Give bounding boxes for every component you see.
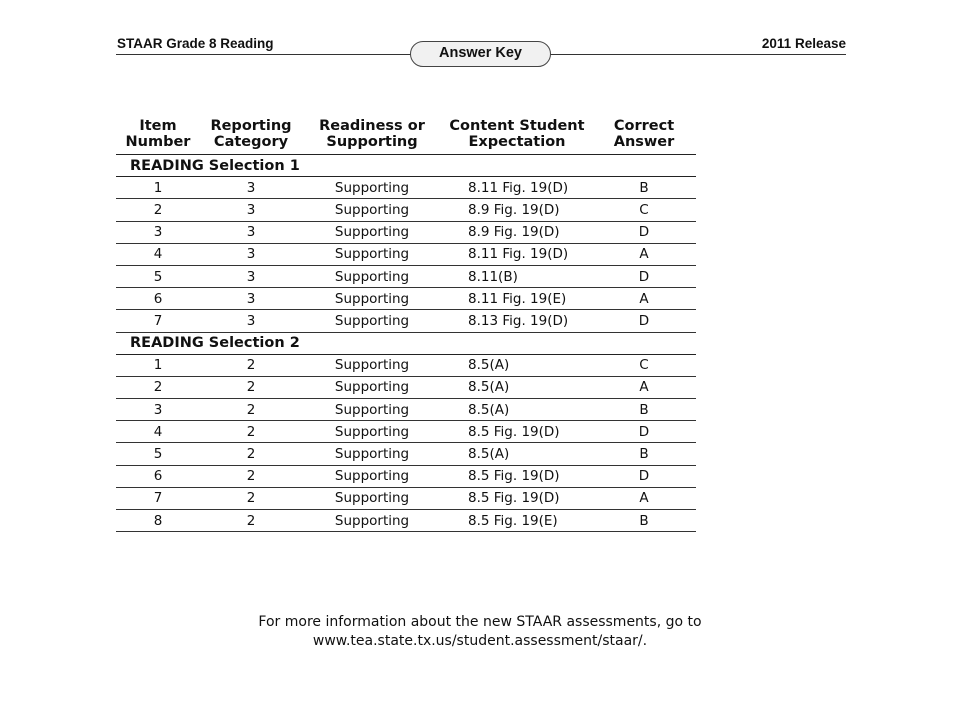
cell-content-expectation: 8.5 Fig. 19(D)	[442, 465, 592, 487]
cell-correct-answer: A	[592, 487, 696, 509]
cell-correct-answer: C	[592, 199, 696, 221]
cell-reporting-category: 3	[200, 288, 302, 310]
cell-item-number: 6	[116, 288, 200, 310]
release-label: 2011 Release	[761, 36, 846, 51]
cell-correct-answer: C	[592, 354, 696, 376]
cell-item-number: 8	[116, 510, 200, 532]
cell-correct-answer: B	[592, 443, 696, 465]
cell-correct-answer: D	[592, 221, 696, 243]
cell-readiness: Supporting	[302, 443, 442, 465]
cell-readiness: Supporting	[302, 487, 442, 509]
cell-item-number: 4	[116, 243, 200, 265]
cell-readiness: Supporting	[302, 265, 442, 287]
column-header-line: Correct	[613, 118, 675, 134]
cell-correct-answer: A	[592, 376, 696, 398]
cell-content-expectation: 8.11 Fig. 19(E)	[442, 288, 592, 310]
table-row	[116, 487, 696, 509]
cell-content-expectation: 8.5(A)	[442, 399, 592, 421]
cell-item-number: 4	[116, 421, 200, 443]
cell-correct-answer: D	[592, 465, 696, 487]
cell-reporting-category: 2	[200, 376, 302, 398]
cell-readiness: Supporting	[302, 310, 442, 332]
cell-content-expectation: 8.11(B)	[442, 265, 592, 287]
table-row	[116, 354, 696, 376]
cell-readiness: Supporting	[302, 221, 442, 243]
table-row	[116, 443, 696, 465]
cell-content-expectation: 8.11 Fig. 19(D)	[442, 177, 592, 199]
cell-readiness: Supporting	[302, 243, 442, 265]
cell-reporting-category: 3	[200, 199, 302, 221]
footer-note	[200, 613, 760, 651]
cell-reporting-category: 3	[200, 221, 302, 243]
cell-reporting-category: 3	[200, 243, 302, 265]
cell-readiness: Supporting	[302, 421, 442, 443]
cell-item-number: 2	[116, 376, 200, 398]
cell-reporting-category: 3	[200, 310, 302, 332]
table-row	[116, 221, 696, 243]
cell-item-number: 1	[116, 354, 200, 376]
table-row	[116, 510, 696, 532]
cell-reporting-category: 2	[200, 510, 302, 532]
section-title: READING Selection 2	[116, 332, 696, 354]
cell-correct-answer: A	[592, 288, 696, 310]
cell-readiness: Supporting	[302, 354, 442, 376]
cell-item-number: 5	[116, 443, 200, 465]
table-header-row	[116, 110, 696, 155]
column-header-readiness	[302, 110, 442, 155]
cell-readiness: Supporting	[302, 177, 442, 199]
cell-correct-answer: B	[592, 510, 696, 532]
cell-reporting-category: 3	[200, 265, 302, 287]
cell-content-expectation: 8.9 Fig. 19(D)	[442, 221, 592, 243]
column-header-line: Readiness or	[319, 118, 425, 134]
cell-content-expectation: 8.5 Fig. 19(D)	[442, 421, 592, 443]
cell-reporting-category: 3	[200, 177, 302, 199]
cell-content-expectation: 8.5 Fig. 19(E)	[442, 510, 592, 532]
table-body	[116, 155, 696, 532]
table-row	[116, 376, 696, 398]
cell-item-number: 6	[116, 465, 200, 487]
cell-item-number: 3	[116, 221, 200, 243]
cell-correct-answer: A	[592, 243, 696, 265]
cell-reporting-category: 2	[200, 354, 302, 376]
cell-reporting-category: 2	[200, 421, 302, 443]
column-header-line: Item	[139, 118, 177, 134]
cell-content-expectation: 8.5(A)	[442, 354, 592, 376]
table-row	[116, 310, 696, 332]
footer-link-text: www.tea.state.tx.us/student.assessment/staar/.	[312, 633, 648, 649]
cell-reporting-category: 2	[200, 487, 302, 509]
cell-reporting-category: 2	[200, 465, 302, 487]
column-header-line: Number	[125, 134, 191, 150]
answer-key-table	[116, 110, 696, 532]
column-header-line: Expectation	[468, 134, 566, 150]
cell-readiness: Supporting	[302, 510, 442, 532]
document-title: STAAR Grade 8 Reading	[117, 36, 274, 51]
cell-content-expectation: 8.11 Fig. 19(D)	[442, 243, 592, 265]
column-header-line: Reporting	[210, 118, 292, 134]
cell-readiness: Supporting	[302, 399, 442, 421]
cell-readiness: Supporting	[302, 199, 442, 221]
cell-item-number: 1	[116, 177, 200, 199]
column-header-content-expectation	[442, 110, 592, 155]
table-row	[116, 199, 696, 221]
table-row	[116, 243, 696, 265]
cell-readiness: Supporting	[302, 376, 442, 398]
table-row	[116, 177, 696, 199]
cell-item-number: 7	[116, 487, 200, 509]
column-header-correct-answer	[592, 110, 696, 155]
cell-item-number: 7	[116, 310, 200, 332]
cell-content-expectation: 8.5 Fig. 19(D)	[442, 487, 592, 509]
cell-readiness: Supporting	[302, 465, 442, 487]
cell-item-number: 2	[116, 199, 200, 221]
column-header-line: Answer	[613, 134, 675, 150]
cell-correct-answer: D	[592, 310, 696, 332]
table-row	[116, 399, 696, 421]
section-row	[116, 332, 696, 354]
cell-content-expectation: 8.9 Fig. 19(D)	[442, 199, 592, 221]
column-header-item-number	[116, 110, 200, 155]
cell-content-expectation: 8.13 Fig. 19(D)	[442, 310, 592, 332]
answer-key-label: Answer Key	[410, 41, 551, 67]
column-header-reporting-category	[200, 110, 302, 155]
table-row	[116, 465, 696, 487]
cell-readiness: Supporting	[302, 288, 442, 310]
cell-content-expectation: 8.5(A)	[442, 376, 592, 398]
column-header-line: Supporting	[326, 134, 418, 150]
cell-correct-answer: B	[592, 399, 696, 421]
cell-content-expectation: 8.5(A)	[442, 443, 592, 465]
cell-item-number: 3	[116, 399, 200, 421]
table-row	[116, 288, 696, 310]
column-header-line: Category	[213, 134, 289, 150]
cell-reporting-category: 2	[200, 399, 302, 421]
table-row	[116, 265, 696, 287]
cell-reporting-category: 2	[200, 443, 302, 465]
section-row	[116, 155, 696, 177]
cell-item-number: 5	[116, 265, 200, 287]
cell-correct-answer: D	[592, 265, 696, 287]
cell-correct-answer: B	[592, 177, 696, 199]
footer-line: For more information about the new STAAR assessments, go to	[258, 614, 702, 630]
table-row	[116, 421, 696, 443]
column-header-line: Content Student	[449, 118, 585, 134]
section-title: READING Selection 1	[116, 155, 696, 177]
cell-correct-answer: D	[592, 421, 696, 443]
